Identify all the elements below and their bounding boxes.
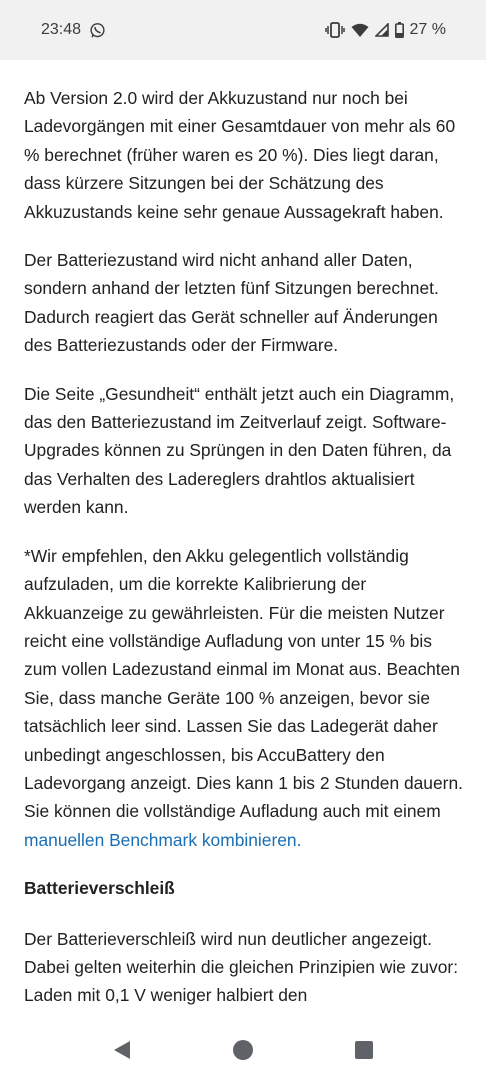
battery-icon [395, 22, 404, 38]
back-icon[interactable] [108, 1036, 136, 1064]
paragraph-health-page: Die Seite „Gesundheit“ enthält jetzt auch ein Diagramm, das den Batteriezustand im Zeitverlauf zeigt. Software-Upgrades können zu Sprüngen in den Daten führen, da das Verhalten des Ladereglers drahtlos aktualisiert werden kann. [24, 383, 455, 518]
signal-icon [375, 23, 389, 37]
whatsapp-icon [89, 22, 106, 39]
battery-percent: 27 % [409, 21, 446, 38]
paragraph-calibration [24, 542, 468, 854]
status-left [41, 21, 106, 39]
navigation-bar [0, 1022, 486, 1080]
wifi-icon [351, 23, 369, 38]
manual-benchmark-link[interactable]: manuellen Benchmark kombinieren. [24, 829, 302, 850]
recents-icon[interactable] [350, 1036, 378, 1064]
paragraph-version: Ab Version 2.0 wird der Akkuzustand nur noch bei Ladevorgängen mit einer Gesamtdauer von mehr als 60 % berechnet (früher waren es 20 %). Dies liegt daran, dass kürzere Sitzungen bei der Schätzung des Akkuzustands keine sehr genaue Aussagekraft haben. [24, 88, 456, 222]
paragraph-calibration-text: *Wir empfehlen, den Akku gelegentlich vollständig aufzuladen, um die korrekte Kalibrierung der Akkuanzeige zu gewährleisten. Für die meisten Nutzer reicht eine vollständige Aufladung von unter 15 % bis zum vollen Ladezustand einmal im Monat aus. Beachten Sie, dass manche Geräte 100 % anzeigen, bevor sie tatsächlich leer sind. Lassen Sie das Ladegerät daher unbedingt angeschlossen, bis AccuBattery den Ladevorgang anzeigt. Dies kann 1 bis 2 Stunden dauern. Sie können die vollständige Aufladung auch mit einem [24, 545, 463, 822]
home-icon[interactable] [229, 1036, 257, 1064]
status-right [325, 21, 446, 39]
section-heading: Batterieverschleiß [24, 878, 175, 899]
paragraph-last-sessions: Der Batteriezustand wird nicht anhand aller Daten, sondern anhand der letzten fünf Sitzungen berechnet. Dadurch reagiert das Gerät schneller auf Änderungen des Batteriezustands oder der Firmware. [24, 250, 439, 356]
article-content [24, 84, 468, 1030]
paragraph-wear: Der Batterieverschleiß wird nun deutlicher angezeigt. Dabei gelten weiterhin die gleichen Prinzipien wie zuvor: Laden mit 0,1 V weniger halbiert den [24, 928, 459, 1006]
vibrate-icon [325, 22, 345, 38]
clock: 23:48 [41, 21, 82, 38]
status-bar [0, 0, 486, 60]
